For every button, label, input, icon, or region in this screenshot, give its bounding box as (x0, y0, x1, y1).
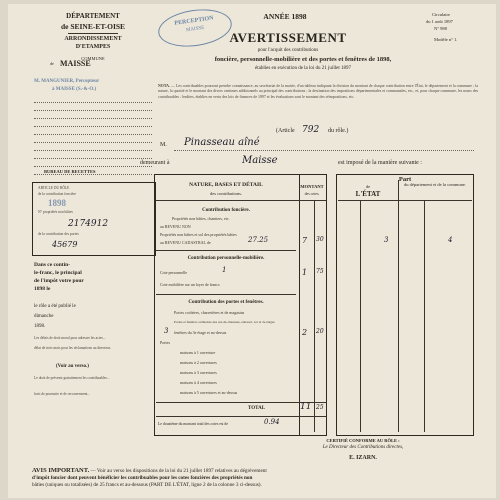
avis-text-3: bâties (uniques ou totalisées) de 25 francs et au-dessous (PART DE L'ÉTAT, ligne 2 de la colonne 3 ci-dessus). (32, 482, 262, 488)
notice-line-1: Dans ce contin- (34, 262, 71, 268)
sec1-line-2: au REVENU NON (160, 224, 191, 229)
sec3-line-1: Portes cochères, charretières et de magasins (174, 310, 245, 315)
col-montant: MONTANT (300, 184, 324, 189)
avis-label: AVIS IMPORTANT. (32, 467, 90, 474)
notice-line-2: le-franc, le principal (34, 270, 82, 276)
notice-line-7: 1898. (34, 324, 46, 329)
sec3-line-8: maisons à 4 ouvertures (180, 380, 217, 385)
certified-label: CERTIFIÉ CONFORME AU RÔLE : (326, 438, 400, 443)
part-etat-pre: de (365, 184, 371, 189)
sec3-value: 3 (164, 327, 169, 335)
part-title: Part (398, 176, 412, 183)
article-suffix: du rôle.) (328, 128, 349, 134)
bureau-box: BUREAU DE RECETTES (44, 169, 96, 174)
subtitle-1: pour l'acquit des contributions (257, 48, 319, 53)
sec3-amount-cents: 20 (316, 328, 324, 335)
sec3-line-4: Portes (160, 340, 170, 345)
part-dept: du département et de la commune. (404, 182, 466, 187)
article-prefix: (Article (276, 128, 295, 134)
year-stamp: 1898 (48, 198, 66, 208)
sec1-amount-cents: 30 (316, 236, 324, 243)
bottom-tiny: Le droit de prévenir gratuitement les contribuables... (34, 376, 110, 380)
notice-line-4: 1898 le (34, 286, 51, 292)
corner-2: du 1 août 1897 (426, 19, 453, 24)
sec2-title: Contribution personnelle-mobilière. (187, 256, 265, 261)
commune-value: MAISSE (60, 59, 91, 68)
m-label: M. (160, 142, 167, 148)
col-nature: NATURE, BASES ET DÉTAIL (189, 182, 263, 188)
sec1-dept: 4 (448, 236, 453, 244)
commune-label: COMMUNE (81, 56, 105, 61)
sec3-amount: 2 (302, 328, 308, 337)
percepteur-line: M. MANGUNIER, Percepteur (34, 79, 100, 84)
sec1-amount: 7 (302, 236, 308, 245)
sec3-title: Contribution des portes et fenêtres. (188, 300, 264, 305)
arr-label: ARRONDISSEMENT (64, 36, 122, 42)
tax-notice-document: DÉPARTEMENT de SEINE-ET-OISE ARRONDISSEMENT D'ETAMPES COMMUNE de MAISSE M. MANGUNIER, Percepteur à MAISSE (S.-&-O.) BUREAU DE RECETTES ARTICLE DU RÔLE de la contribution foncière 1898 N° propriétés non bâties 2174912 de la contribution des portes 45679 Dans ce contin- le-franc, le principal de l'impôt votre pour 1898 le le rôle a été publié le dimanche 1898. Les délais de droit moral pour adresser les actes... délai de trois mois pour les réclamations au directeur. (Voir au verso.) Le droit de prévenir gratuitement les contribuables... frais de poursuite et de recouvrement... PERCEPTION MAISSE ANNÉE 1898 AVERTISSEMENT pour l'acquit des contributions foncière, personnelle-mobilière et des portes et fenêtres de 1898, établies en exécution de la loi du 21 juillet 1897 Circulaire du 1 août 1897 N° 988 Modèle n° 1. NOTA. — Les contribuables pourront prendre connaissance, au secrétariat de la mairie, d'un tableau indiquant la division du montant de chaque contribution entre l'État, le département et la commune ; la nature, la quotité et le montant des divers centimes additionnels au principal des contributions ; la destination des impositions départementales et communales, etc., et, pour chaque commune, les noms des contribuables : lesdites, établies en vertu des lois de finances de 1897 et les évaluations sont le montant des réimpositions, etc. (Article 792 du rôle.) M. Pinasseau aîné demeurant à Maisse est imposé de la manière suivante : NATURE, BASES ET DÉTAIL des contributions. MONTANT des cotes. Part de L'ÉTAT du département et de la commune. Contribution foncière. Propriétés non bâties, chantiers, etc. au REVENU NON Propriétés non bâties et sol des propriétés bâties au REVENU CADASTRAL de 27.25 7 30 3 4 Contribution personnelle-mobilière. Cote personnelle Cote mobilière sur un loyer de francs 1 1 75 Contribution des portes et fenêtres. Portes cochères, charretières et de magasins Portes et fenêtres ordinaires des rez-de-chaussée, entresol, 1er et 2e étages fenêtres du 3e étage et au-dessus Portes maisons à 1 ouverture maisons à 2 ouvertures maisons à 3 ouvertures maisons à 4 ouvertures maisons à 5 ouvertures et au-dessus 3 2 20 TOTAL 11 25 Le douzième du montant total des cotes est de 0.94 CERTIFIÉ CONFORME AU RÔLE : Le Directeur des Contributions directes, E. IZARN. AVIS IMPORTANT. — Voir au verso les dispositions de la loi du 21 juillet 1897 relatives au dégrèvement d'impôt foncier dont peuvent bénéficier les contribuables pour les cotes foncières des propriétés non bâties (uniques ou totalisées) de 25 francs et au-dessous (PART DE L'ÉTAT, ligne 2 de la colonne 3 ci-dessus). (8, 4, 496, 498)
sec1-title: Contribution foncière. (202, 208, 250, 213)
nota-label: NOTA. (158, 84, 170, 88)
sec3-line-3: fenêtres du 3e étage et au-dessus (174, 330, 227, 335)
sec2-value: 1 (222, 266, 227, 274)
stamp-place: MAISSE (185, 25, 205, 34)
dept-name: de SEINE-ET-OISE (60, 22, 126, 31)
sec1-line-4: au REVENU CADASTRAL de (160, 240, 211, 245)
director-signature: E. IZARN. (349, 455, 377, 461)
article-number: 792 (302, 125, 320, 135)
director-label: Le Directeur des Contributions directes, (322, 445, 404, 450)
sec1-value: 27.25 (248, 236, 269, 244)
subtitle-2: foncière, personnelle-mobilière et des portes et fenêtres de 1898, (214, 56, 392, 63)
notice-line-3: de l'impôt votre pour (34, 278, 84, 284)
sec3-line-2: Portes et fenêtres ordinaires des rez-de-chaussée, entresol, 1er et 2e étages (174, 320, 275, 324)
avis-text-1: — Voir au verso les dispositions de la loi du 21 juillet 1897 relatives au dégrèvement (90, 468, 267, 474)
sec2-amount: 1 (302, 268, 308, 277)
sec3-line-7: maisons à 3 ouvertures (180, 370, 217, 375)
stamp-word: PERCEPTION (174, 15, 214, 27)
arr-name: D'ETAMPES (75, 44, 111, 50)
second-number: 45679 (52, 240, 78, 249)
corner-3: N° 988 (434, 26, 447, 31)
montant-column (298, 174, 327, 436)
col-nature-2: des contributions. (210, 191, 242, 196)
year-title: ANNÉE 1898 (263, 12, 307, 21)
nature-column (154, 174, 300, 436)
avis-text-2: d'impôt foncier dont peuvent bénéficier les contribuables pour les cotes foncières des propriétés non (32, 475, 253, 481)
demeurant-label: demeurant à (140, 160, 170, 166)
corner-1: Circulaire (432, 12, 450, 17)
sec3-line-5: maisons à 1 ouverture (180, 350, 216, 355)
voir-note: (Voir au verso.) (56, 364, 89, 369)
article-total: 2174912 (68, 219, 109, 229)
percepteur-place: à MAISSE (S.-&-O.) (52, 87, 97, 92)
notice-line-6: dimanche (34, 314, 54, 319)
sec1-line-1: Propriétés non bâties, chantiers, etc. (172, 216, 230, 221)
sec1-etat: 3 (384, 236, 389, 244)
contributor-name: Pinasseau aîné (184, 137, 260, 148)
impose-label: est imposé de la manière suivante : (338, 160, 422, 166)
nota-text: — Les contribuables pourront prendre connaissance, au secrétariat de la mairie, d'un tableau indiquant la division du montant de chaque contribution entre l'État, le département et la commune ; la nature, la quotité et le montant des divers centimes additionnels au principal des contributions ; la destination des impositions départementales et communales, etc., et, pour chaque commune, les noms des contribuables : lesdites, établies en vertu des lois de finances de 1897 et les évaluations sont le montant des réimpositions, etc. (158, 84, 478, 99)
sec2-amount-cents: 75 (316, 268, 324, 275)
total-label: TOTAL (248, 406, 266, 411)
nota-block (158, 84, 478, 100)
col-montant-2: des cotes. (304, 192, 320, 196)
notice-line-5: le rôle a été publié le (34, 304, 76, 309)
sec2-line-1: Cote personnelle (160, 270, 187, 275)
dept-label: DÉPARTEMENT (66, 12, 120, 20)
demeurant-place: Maisse (242, 155, 278, 166)
part-column (336, 174, 474, 436)
part-etat: L'ÉTAT (355, 190, 381, 198)
douzieme-label: Le douzième du montant total des cotes est de (158, 422, 229, 426)
sec2-line-2: Cote mobilière sur un loyer de francs (160, 282, 220, 287)
sec1-line-3: Propriétés non bâties et sol des propriétés bâties (160, 232, 237, 237)
sec3-line-6: maisons à 2 ouvertures (180, 360, 217, 365)
corner-4: Modèle n° 1. (434, 37, 458, 42)
subtitle-3: établies en exécution de la loi du 21 juillet 1897 (255, 66, 351, 71)
sec3-line-9: maisons à 5 ouvertures et au-dessus (180, 390, 238, 395)
total-cents: 25 (316, 404, 324, 411)
main-title: AVERTISSEMENT (229, 30, 347, 45)
total-amount: 11 (300, 402, 312, 412)
douzieme-value: 0.94 (264, 418, 280, 426)
avis-block (32, 467, 492, 489)
